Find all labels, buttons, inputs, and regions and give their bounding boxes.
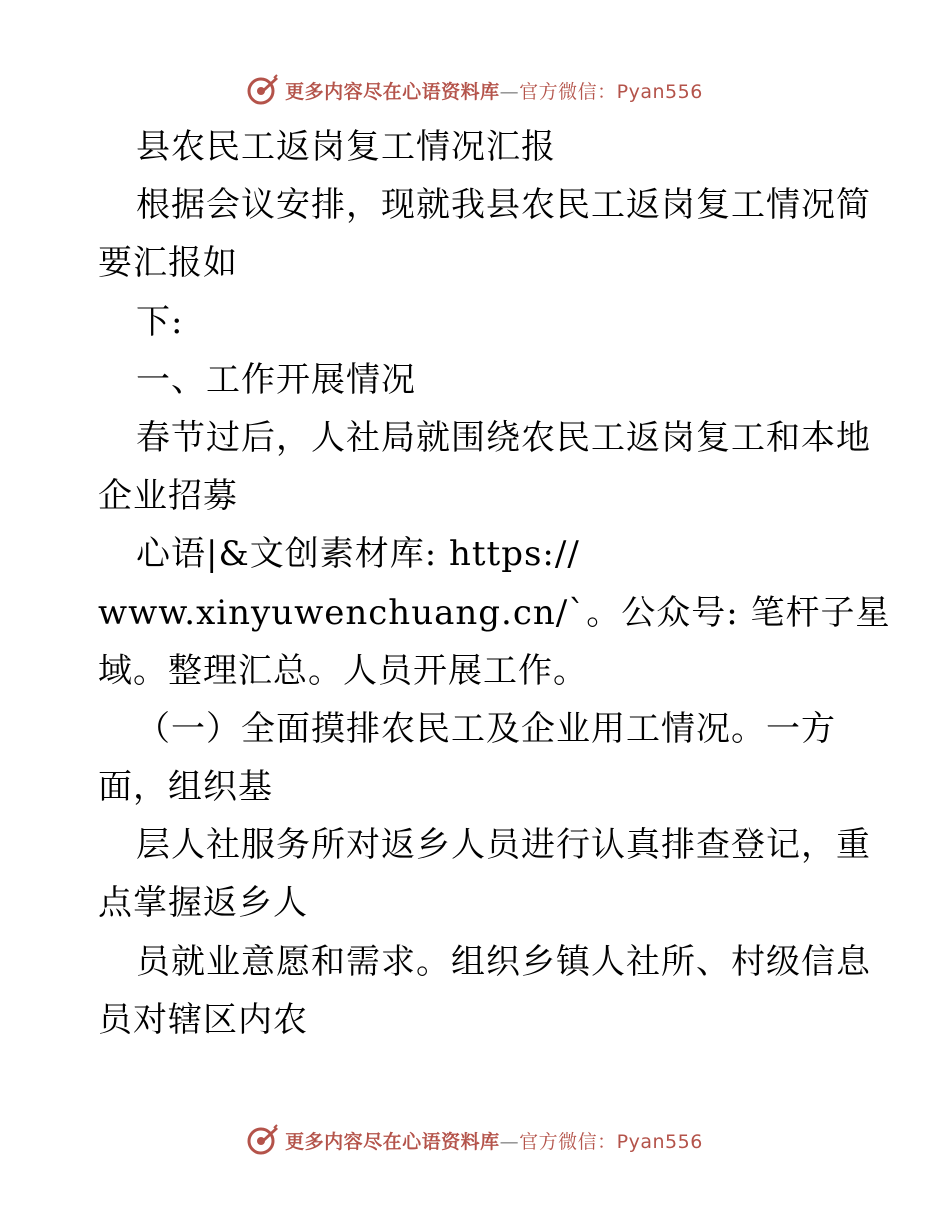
page-footer bbox=[0, 1122, 950, 1158]
header-brand-sub: 官方微信：Pyan556 bbox=[519, 80, 703, 103]
paragraph-line: 员就业意愿和需求。组织乡镇人社所、村级信息 bbox=[136, 941, 871, 982]
paragraph-line: 域。整理汇总。人员开展工作。 bbox=[98, 650, 588, 691]
paragraph-line: www.xinyuwenchuang.cn/`。公众号: 笔杆子星 bbox=[98, 592, 891, 633]
footer-brand-sub: 官方微信：Pyan556 bbox=[519, 1130, 703, 1153]
footer-brand-main: 更多内容尽在心语资料库 bbox=[285, 1130, 500, 1153]
page-header bbox=[0, 72, 950, 108]
document-body bbox=[98, 118, 891, 1049]
document-title: 县农民工返岗复工情况汇报 bbox=[136, 127, 556, 167]
paragraph-line: 层人社服务所对返乡人员进行认真排查登记，重 bbox=[136, 825, 871, 866]
subsection-heading: （一）全面摸排农民工及企业用工情况。一方 bbox=[136, 708, 836, 749]
paragraph-line: 企业招募 bbox=[98, 476, 238, 517]
paragraph-line: 点掌握返乡人 bbox=[98, 883, 308, 924]
header-brand-main: 更多内容尽在心语资料库 bbox=[285, 80, 500, 103]
paragraph-line: 下: bbox=[136, 301, 184, 342]
header-brand-separator: — bbox=[499, 80, 520, 103]
paragraph-line: 面，组织基 bbox=[98, 767, 273, 808]
brand-logo-icon bbox=[247, 1124, 279, 1156]
paragraph-line: 春节过后，人社局就围绕农民工返岗复工和本地 bbox=[136, 417, 871, 458]
section-heading: 一、工作开展情况 bbox=[136, 359, 416, 400]
paragraph-line: 根据会议安排，现就我县农民工返岗复工情况简 bbox=[136, 185, 871, 226]
header-brand-text bbox=[285, 77, 703, 104]
paragraph-line: 员对辖区内农 bbox=[98, 999, 308, 1040]
paragraph-line: 要汇报如 bbox=[98, 243, 238, 284]
paragraph-line: 心语|&文创素材库: https:// bbox=[136, 534, 580, 575]
footer-brand-separator: — bbox=[499, 1130, 520, 1153]
footer-brand-text bbox=[285, 1127, 703, 1154]
brand-logo-icon bbox=[247, 74, 279, 106]
